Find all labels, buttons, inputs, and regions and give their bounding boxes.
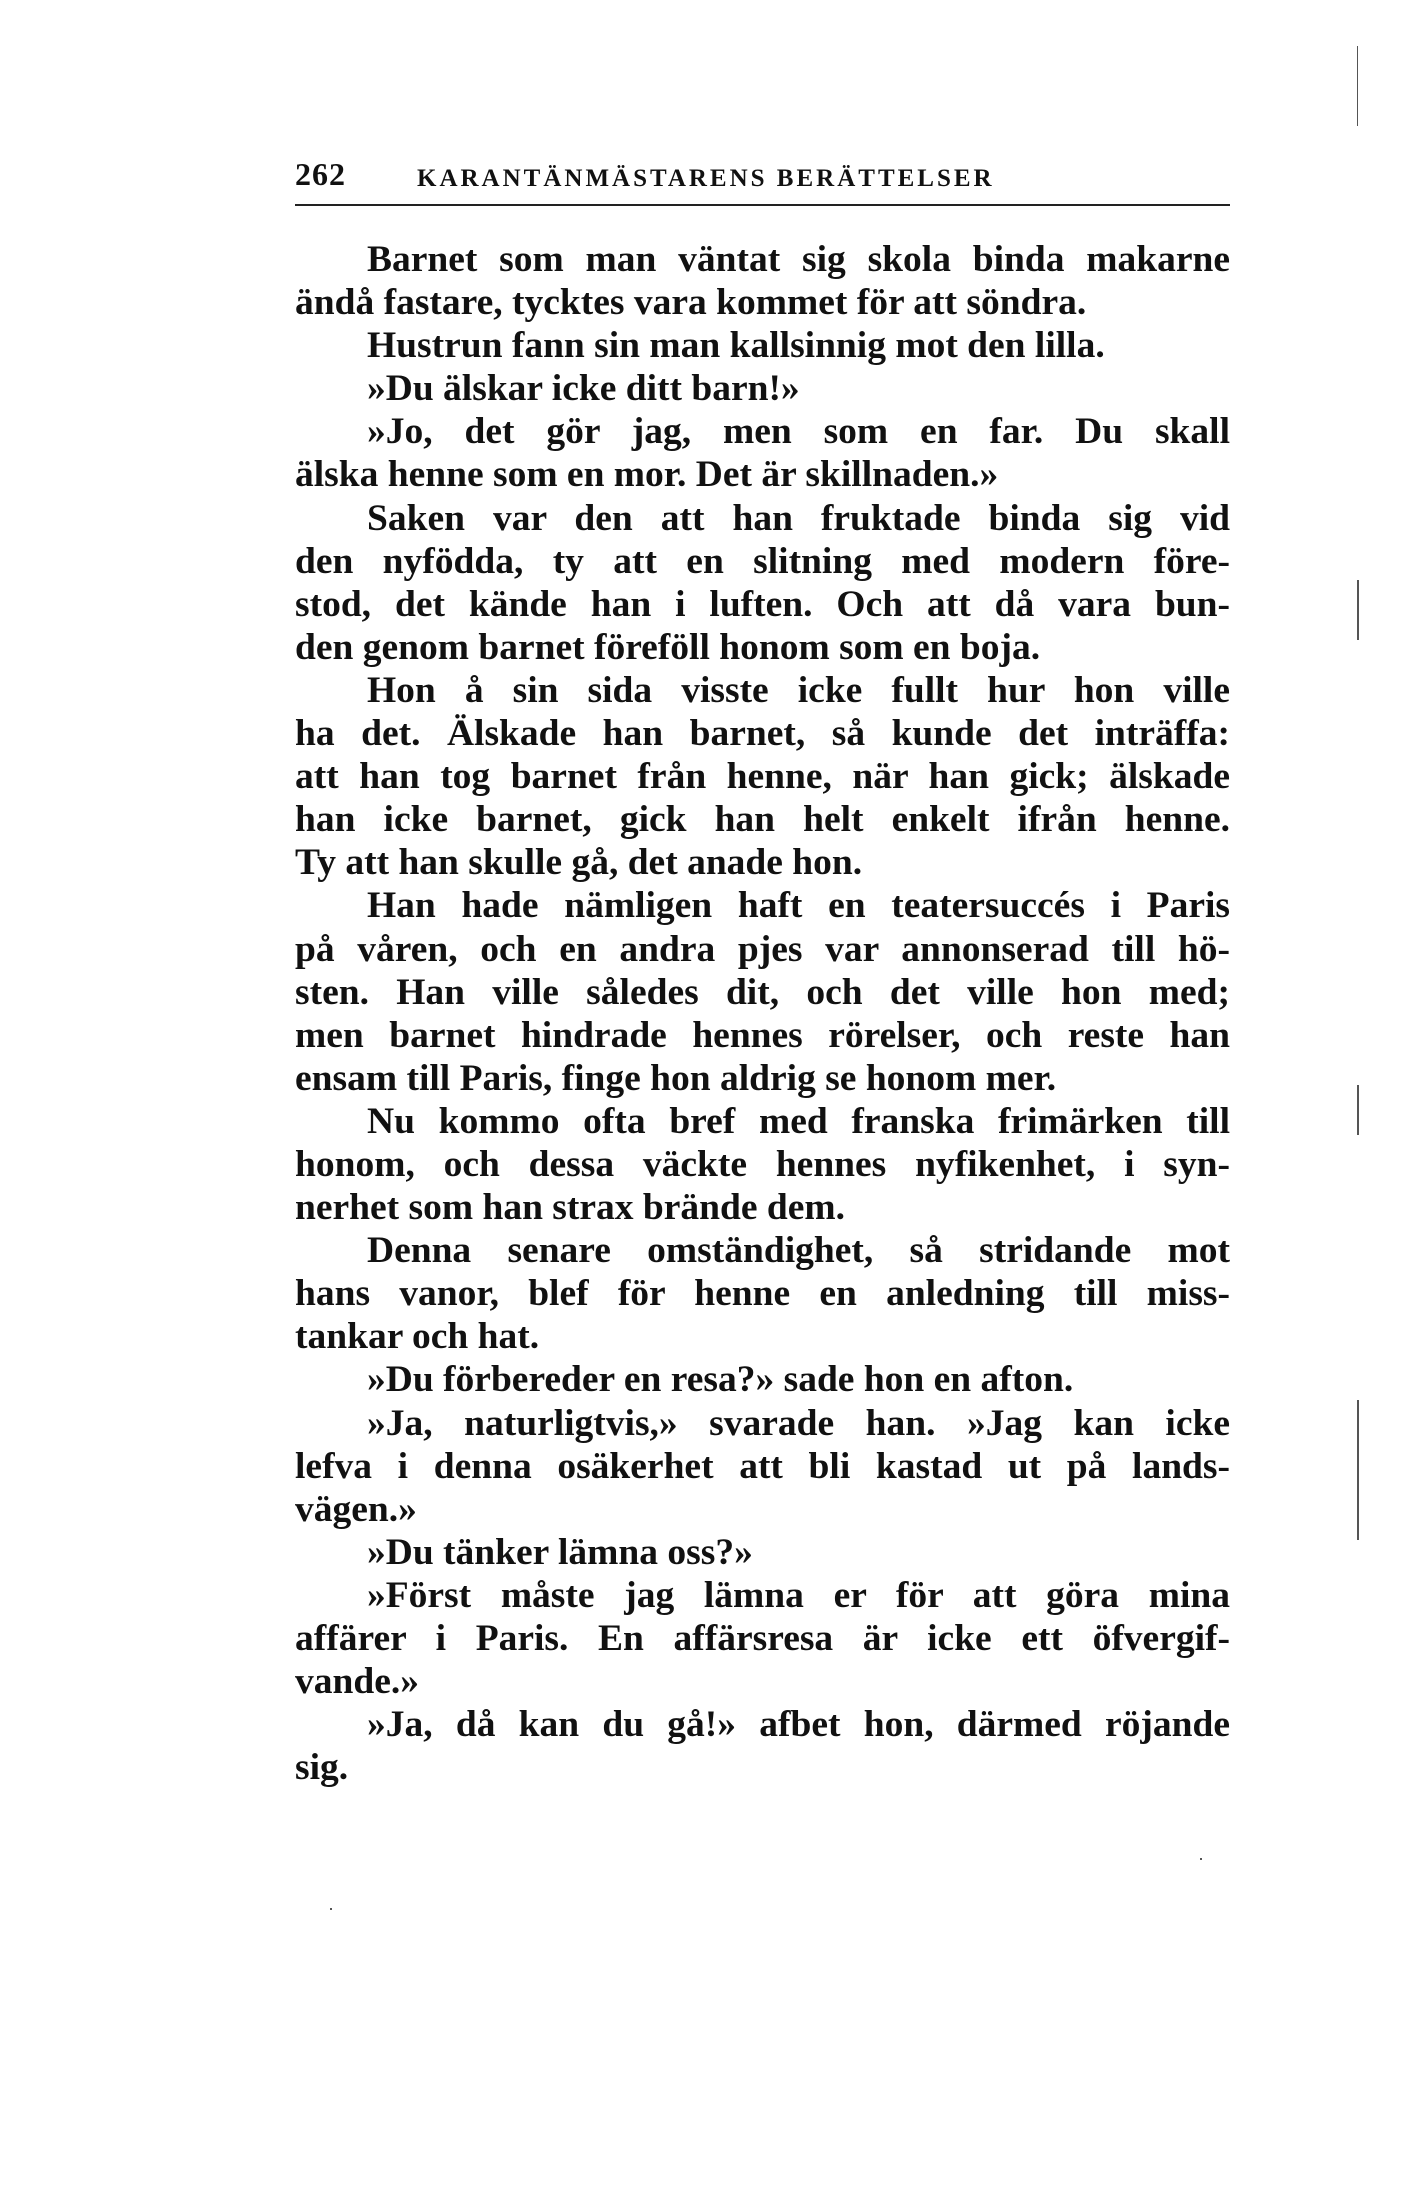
text-line: Ty att han skulle gå, det anade hon. <box>295 842 863 884</box>
scan-speck <box>1200 1858 1202 1860</box>
scan-speck <box>1357 1400 1359 1540</box>
text-line: ha det. Älskade han barnet, så kunde det inträffa: <box>295 713 1230 755</box>
scan-speck <box>330 1908 332 1910</box>
text-line: »Ja, då kan du gå!» afbet hon, därmed röjande <box>367 1704 1230 1746</box>
header-rule <box>295 204 1230 206</box>
text-line: »Du tänker lämna oss?» <box>367 1531 753 1573</box>
text-line: den nyfödda, ty att en slitning med modern före- <box>295 540 1230 582</box>
text-line: Barnet som man väntat sig skola binda makarne <box>367 239 1230 280</box>
text-line: nerhet som han strax brände dem. <box>295 1187 845 1229</box>
text-line: den genom barnet föreföll honom som en boja. <box>295 626 1041 668</box>
text-line: Nu kommo ofta bref med franska frimärken till <box>367 1100 1230 1142</box>
page-header <box>295 143 1230 193</box>
text-line: på våren, och en andra pjes var annonserad till hö- <box>295 928 1230 970</box>
text-line: Saken var den att han fruktade binda sig vid <box>367 497 1230 539</box>
text-line: affärer i Paris. En affärsresa är icke ett öfvergif- <box>295 1618 1230 1659</box>
text-line: Hustrun fann sin man kallsinnig mot den lilla. <box>367 325 1105 367</box>
text-line: »Först måste jag lämna er för att göra mina <box>367 1574 1230 1616</box>
text-line: »Du förbereder en resa?» sade hon en afton. <box>367 1359 1074 1401</box>
scan-speck <box>1357 580 1359 640</box>
scan-speck <box>1357 1085 1359 1135</box>
text-line: stod, det kände han i luften. Och att då vara bun- <box>295 583 1230 625</box>
text-line: ensam till Paris, finge hon aldrig se honom mer. <box>295 1057 1057 1099</box>
text-line: lefva i denna osäkerhet att bli kastad ut på lands- <box>295 1445 1230 1487</box>
text-line: »Jo, det gör jag, men som en far. Du skall <box>367 411 1230 453</box>
body-text <box>295 238 1230 1789</box>
text-line: men barnet hindrade hennes rörelser, och reste han <box>295 1014 1230 1056</box>
text-line: vägen.» <box>295 1488 417 1530</box>
text-line: att han tog barnet från henne, när han gick; älskade <box>295 756 1230 798</box>
text-line: sten. Han ville således dit, och det ville hon med; <box>295 971 1230 1013</box>
page-number: 262 <box>295 156 346 192</box>
text-line: ändå fastare, tycktes vara kommet för att söndra. <box>295 282 1087 324</box>
running-title: KARANTÄNMÄSTARENS BERÄTTELSER <box>417 165 995 192</box>
text-line: sig. <box>295 1747 349 1789</box>
text-line: vande.» <box>295 1661 419 1703</box>
text-line: hans vanor, blef för henne en anledning till miss- <box>295 1273 1230 1315</box>
text-line: Hon å sin sida visste icke fullt hur hon ville <box>367 669 1230 711</box>
scan-speck <box>1357 46 1358 126</box>
text-line: »Du älskar icke ditt barn!» <box>367 368 800 410</box>
text-line: Han hade nämligen haft en teatersuccés i Paris <box>367 885 1230 927</box>
text-line: tankar och hat. <box>295 1316 540 1358</box>
text-line: honom, och dessa väckte hennes nyfikenhet, i syn- <box>295 1143 1230 1185</box>
text-line: Denna senare omständighet, så stridande mot <box>367 1230 1230 1272</box>
text-line: älska henne som en mor. Det är skillnaden.» <box>295 454 999 496</box>
text-line: »Ja, naturligtvis,» svarade han. »Jag kan icke <box>367 1402 1230 1444</box>
text-line: han icke barnet, gick han helt enkelt ifrån henne. <box>295 799 1230 841</box>
